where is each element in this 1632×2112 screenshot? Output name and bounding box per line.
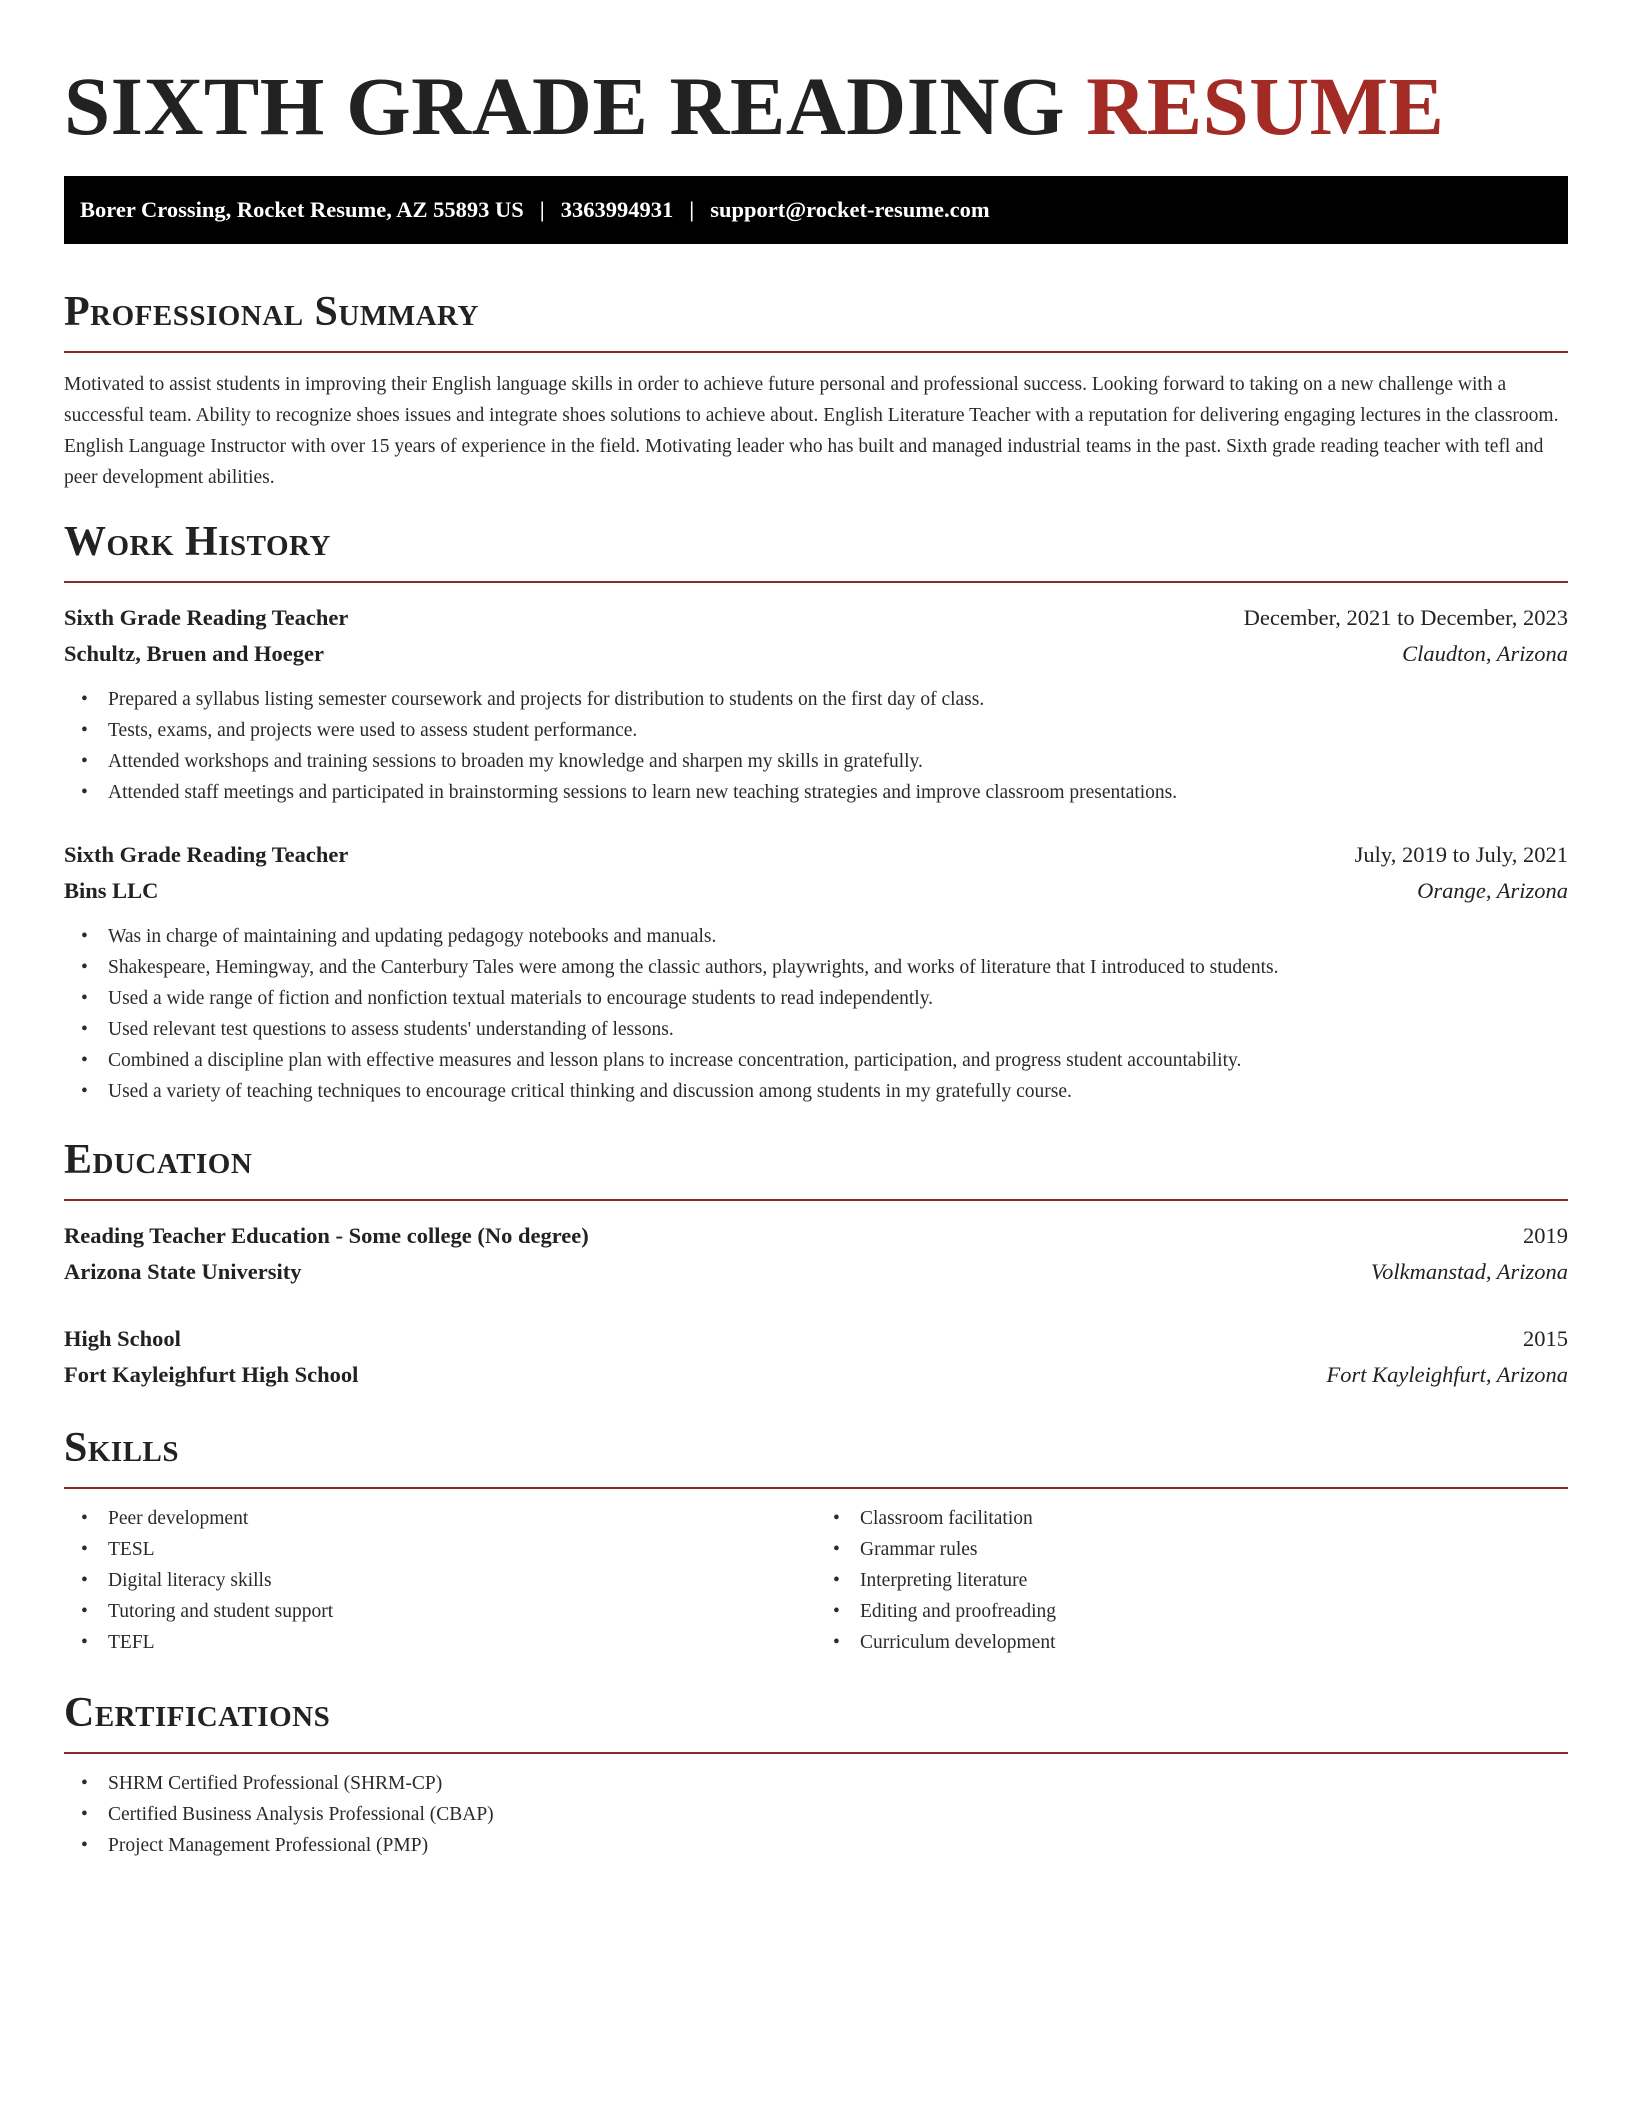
list-item: • Shakespeare, Hemingway, and the Canterbury Tales were among the classic authors, playwrights, and works of literature that I introduced to students.: [64, 952, 1568, 983]
contact-separator: |: [689, 197, 695, 222]
list-item: • Used relevant test questions to assess students' understanding of lessons.: [64, 1014, 1568, 1045]
section-divider: [64, 1199, 1568, 1201]
list-item: • Tests, exams, and projects were used to assess student performance.: [64, 715, 1568, 746]
education-degree: High School: [64, 1326, 181, 1351]
section-divider: [64, 351, 1568, 353]
education-location: Fort Kayleighfurt, Arizona: [1326, 1362, 1568, 1387]
skill-item: • Tutoring and student support: [64, 1596, 816, 1627]
skill-item: • Peer development: [64, 1503, 816, 1534]
summary-section: [64, 287, 1568, 493]
contact-phone: 3363994931: [560, 197, 674, 222]
education-year: 2015: [1523, 1326, 1568, 1351]
section-title-summary: Professional Summary: [64, 289, 479, 335]
certifications-list: [64, 1768, 1568, 1861]
contact-separator: |: [539, 197, 545, 222]
skill-item: • Digital literacy skills: [64, 1565, 816, 1596]
section-title-work-history: Work History: [64, 519, 331, 565]
skills-column-left: [64, 1503, 816, 1658]
name-main: SIXTH GRADE READING: [64, 60, 1066, 152]
certification-item: • Project Management Professional (PMP): [64, 1830, 1568, 1861]
job-title: Sixth Grade Reading Teacher: [64, 605, 349, 630]
resume-name: [64, 0, 1568, 154]
section-divider: [64, 1752, 1568, 1754]
list-item: • Prepared a syllabus listing semester coursework and projects for distribution to students on the first day of class.: [64, 684, 1568, 715]
certifications-section: [64, 1688, 1568, 1861]
job-duties: [64, 684, 1568, 808]
job-duties: [64, 921, 1568, 1107]
section-divider: [64, 1487, 1568, 1489]
list-item: • Attended staff meetings and participated in brainstorming sessions to learn new teaching strategies and improve classroom presentations.: [64, 777, 1568, 808]
certification-item: • SHRM Certified Professional (SHRM-CP): [64, 1768, 1568, 1799]
skills-grid: [64, 1503, 1568, 1658]
education-location: Volkmanstad, Arizona: [1370, 1259, 1568, 1284]
skill-item: • Editing and proofreading: [816, 1596, 1568, 1627]
section-title-skills: Skills: [64, 1425, 180, 1471]
education-entry: [64, 1321, 1568, 1393]
job-location: Claudton, Arizona: [1402, 641, 1568, 666]
job-dates: December, 2021 to December, 2023: [1243, 605, 1568, 630]
section-title-education: Education: [64, 1137, 253, 1183]
education-school: Fort Kayleighfurt High School: [64, 1362, 359, 1387]
section-title-certifications: Certifications: [64, 1690, 331, 1736]
education-year: 2019: [1523, 1223, 1568, 1248]
education-school: Arizona State University: [64, 1259, 302, 1284]
job-location: Orange, Arizona: [1417, 878, 1568, 903]
job-entry: [64, 600, 1568, 808]
skill-item: • Classroom facilitation: [816, 1503, 1568, 1534]
contact-email: support@rocket-resume.com: [710, 197, 990, 222]
skills-section: [64, 1423, 1568, 1658]
skill-item: • TEFL: [64, 1627, 816, 1658]
skills-column-right: [816, 1503, 1568, 1658]
job-dates: July, 2019 to July, 2021: [1354, 842, 1568, 867]
name-accent: RESUME: [1086, 60, 1445, 152]
skill-item: • Grammar rules: [816, 1534, 1568, 1565]
list-item: • Combined a discipline plan with effective measures and lesson plans to increase concentration, participation, and progress student accountability.: [64, 1045, 1568, 1076]
job-entry: [64, 837, 1568, 1107]
skill-item: • Curriculum development: [816, 1627, 1568, 1658]
section-divider: [64, 581, 1568, 583]
list-item: • Used a wide range of fiction and nonfiction textual materials to encourage students to read independently.: [64, 983, 1568, 1014]
job-company: Schultz, Bruen and Hoeger: [64, 641, 325, 666]
education-degree: Reading Teacher Education - Some college (No degree): [64, 1223, 589, 1248]
education-entry: [64, 1218, 1568, 1290]
summary-text: Motivated to assist students in improving their English language skills in order to achieve future personal and professional success. Looking forward to taking on a new challenge with a successful team. Ability to recognize shoes issues and integrate shoes solutions to achieve about. English Literature Teacher with a reputation for delivering engaging lectures in the classroom. English Language Instructor with over 15 years of experience in the field. Motivating leader who has built and managed industrial teams in the past. Sixth grade reading teacher with tefl and peer development abilities.: [64, 374, 1559, 488]
contact-bar: [64, 176, 1568, 244]
job-title: Sixth Grade Reading Teacher: [64, 842, 349, 867]
job-company: Bins LLC: [64, 878, 159, 903]
work-history-section: [64, 517, 1568, 1107]
certification-item: • Certified Business Analysis Professional (CBAP): [64, 1799, 1568, 1830]
skill-item: • TESL: [64, 1534, 816, 1565]
list-item: • Was in charge of maintaining and updating pedagogy notebooks and manuals.: [64, 921, 1568, 952]
skill-item: • Interpreting literature: [816, 1565, 1568, 1596]
education-section: [64, 1135, 1568, 1393]
list-item: • Used a variety of teaching techniques to encourage critical thinking and discussion among students in my gratefully course.: [64, 1076, 1568, 1107]
list-item: • Attended workshops and training sessions to broaden my knowledge and sharpen my skills in gratefully.: [64, 746, 1568, 777]
contact-address: Borer Crossing, Rocket Resume, AZ 55893 US: [80, 197, 524, 222]
